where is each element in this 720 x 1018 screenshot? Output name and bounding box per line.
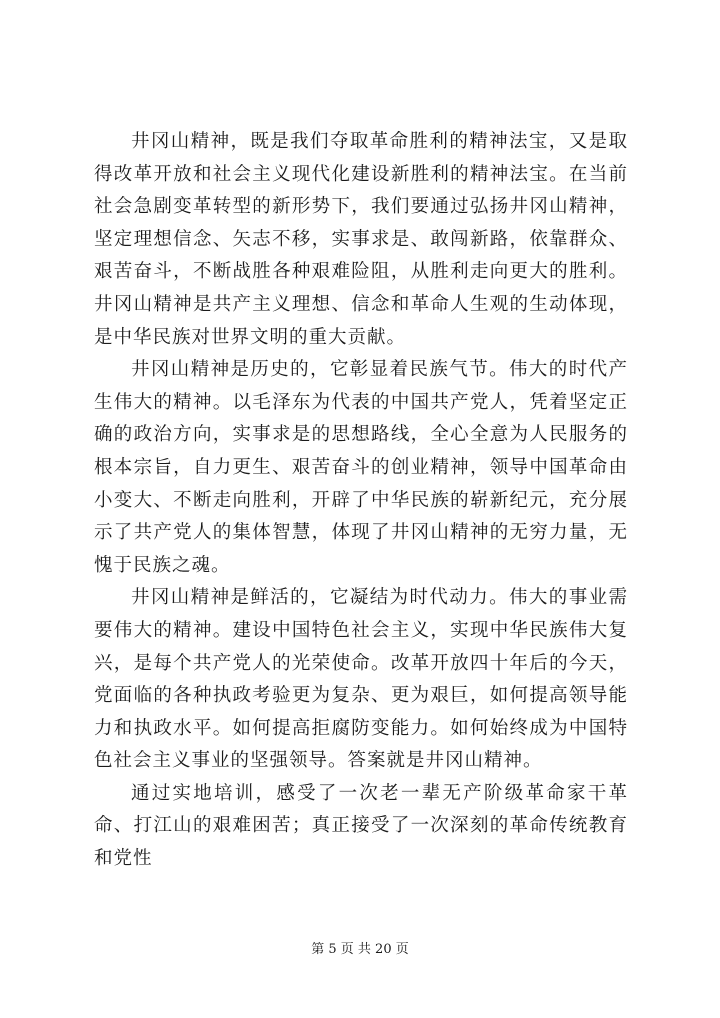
paragraph-3: 井冈山精神是鲜活的，它凝结为时代动力。伟大的事业需要伟大的精神。建设中国特色社会主义，实现中华民族伟大复兴，是每个共产党人的光荣使命。改革开放四十年后的今天，党面临的各种执政考验更为复杂、更为艰巨，如何提高领导能力和执政水平。如何提高拒腐防变能力。如何始终成为中国特色社会主义事业的坚强领导。答案就是井冈山精神。	[94, 587, 628, 772]
document-body	[94, 126, 628, 876]
paragraph-4: 通过实地培训，感受了一次老一辈无产阶级革命家干革命、打江山的艰难困苦；真正接受了一次深刻的革命传统教育和党性	[94, 782, 628, 870]
page-number-footer: 第 5 页 共 20 页	[311, 942, 409, 957]
paragraph-2: 井冈山精神是历史的，它彰显着民族气节。伟大的时代产生伟大的精神。以毛泽东为代表的中国共产党人，凭着坚定正确的政治方向，实事求是的思想路线，全心全意为人民服务的根本宗旨，自力更生、艰苦奋斗的创业精神，领导中国革命由小变大、不断走向胜利，开辟了中华民族的崭新纪元，充分展示了共产党人的集体智慧，体现了井冈山精神的无穷力量，无愧于民族之魂。	[94, 359, 628, 576]
paragraph-1: 井冈山精神，既是我们夺取革命胜利的精神法宝，又是取得改革开放和社会主义现代化建设新胜利的精神法宝。在当前社会急剧变革转型的新形势下，我们要通过弘扬井冈山精神，坚定理想信念、矢志不移，实事求是、敢闯新路，依靠群众、艰苦奋斗，不断战胜各种艰难险阻，从胜利走向更大的胜利。井冈山精神是共产主义理想、信念和革命人生观的生动体现，是中华民族对世界文明的重大贡献。	[94, 131, 628, 348]
